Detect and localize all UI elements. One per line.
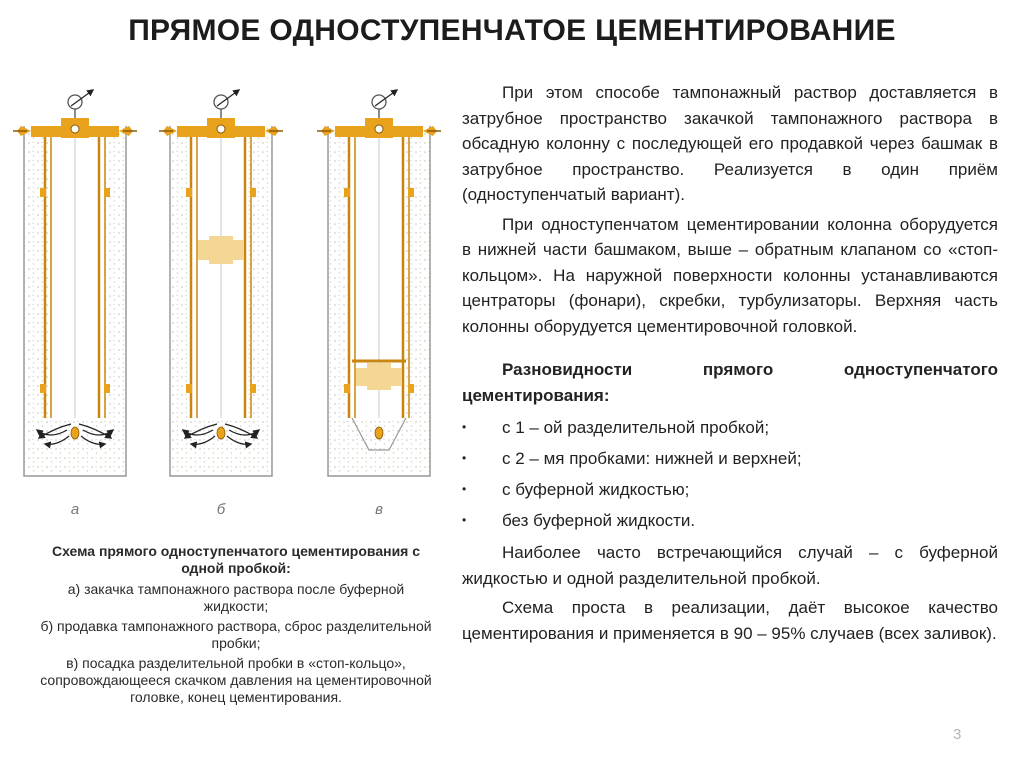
panel-2 [159, 90, 283, 518]
centralizer [250, 384, 256, 393]
centralizer [344, 384, 350, 393]
head-port [217, 125, 225, 133]
caption-item-a: а) закачка тампонажного раствора после буферной жидкости; [67, 581, 405, 614]
subtitle-varieties: Разновидности прямого одноступенчатого цементирования: [462, 360, 998, 405]
centralizer [408, 384, 414, 393]
slide-title: ПРЯМОЕ ОДНОСТУПЕНЧАТОЕ ЦЕМЕНТИРОВАНИЕ [128, 14, 896, 47]
centralizer [104, 384, 110, 393]
centralizer [40, 188, 46, 197]
gauge-icon [68, 95, 82, 109]
centralizer [186, 188, 192, 197]
page-number: 3 [953, 726, 962, 743]
list-item: • с 1 – ой разделительной пробкой; [462, 412, 998, 443]
centralizer [408, 188, 414, 197]
bullet-icon: • [462, 513, 467, 527]
caption-item-c: в) посадка разделительной пробки в «стоп-кольцо», сопровождающееся скачком давления на цементировочной головке, конец цементирования. [40, 655, 432, 705]
diagram-caption [40, 543, 432, 709]
separating-plug-core [367, 363, 391, 390]
centralizer [40, 384, 46, 393]
paragraph-1: При этом способе тампонажный раствор доставляется в затрубное пространство закачкой тампонажного раствора в обсадную колонну с последующей его продавкой через башмак в затрубное пространство. Реализуется в один приём (одноступенчатый вариант). [462, 83, 998, 204]
gauge-icon [372, 95, 386, 109]
paragraph-2: При одноступенчатом цементировании колонна оборудуется в нижней части башмаком, выше – обратным клапаном со «стоп-кольцом». На наружной поверхности колонны устанавливаются центраторы (фонари), скребки, турбулизаторы. Верхняя часть колонны оборудуется цементировочной головкой. [462, 214, 998, 336]
main-text [462, 80, 998, 650]
head-port [375, 125, 383, 133]
caption-title: Схема прямого одноступенчатого цементирования с одной пробкой: [51, 543, 421, 576]
paragraph-4: Схема проста в реализации, даёт высокое качество цементирования и применяется в 90 – 95% случаев (всех заливок). [462, 598, 998, 643]
panel-1 [13, 90, 137, 518]
check-valve [217, 427, 225, 439]
bullet-icon: • [462, 482, 467, 496]
centralizer [344, 188, 350, 197]
panel-label-3: в [375, 501, 383, 518]
check-valve [375, 427, 383, 439]
bullet-icon: • [462, 451, 467, 465]
head-port [71, 125, 79, 133]
list-item: • с буферной жидкостью; [462, 474, 998, 505]
bullet-icon: • [462, 420, 467, 434]
varieties-list [462, 412, 998, 536]
gauge-icon [214, 95, 228, 109]
list-item: • без буферной жидкости. [462, 505, 998, 536]
centralizer [104, 188, 110, 197]
panel-label-2: б [216, 501, 226, 518]
separating-plug-core [209, 236, 233, 264]
paragraph-3: Наиболее часто встречающийся случай – с буферной жидкостью и одной разделительной пробкой. [462, 543, 998, 588]
panel-label-1: а [70, 501, 80, 518]
list-item: • с 2 – мя пробками: нижней и верхней; [462, 443, 998, 474]
cementing-diagram [0, 78, 450, 528]
check-valve [71, 427, 79, 439]
centralizer [186, 384, 192, 393]
panel-3 [317, 90, 441, 518]
caption-item-b: б) продавка тампонажного раствора, сброс разделительной пробки; [40, 618, 432, 651]
centralizer [250, 188, 256, 197]
